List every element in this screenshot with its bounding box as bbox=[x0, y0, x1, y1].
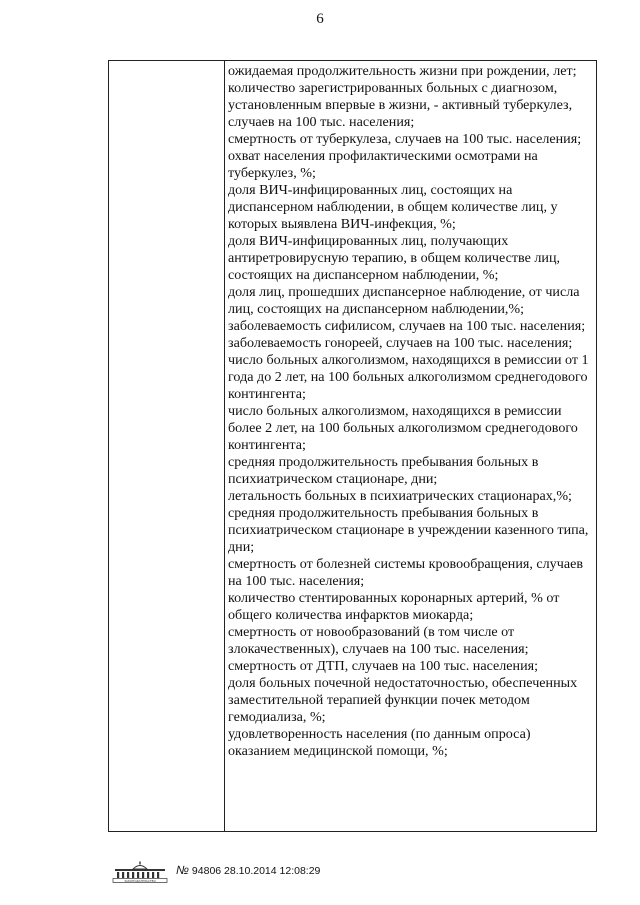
indicators-text: ожидаемая продолжительность жизни при рождении, лет; количество зарегистрированных больных с диагнозом, установленным впервые в жизни, - активный туберкулез, случаев на 100 тыс. населения; смертность от туберкулеза, случаев на 100 тыс. населения; охват населения профилактическими осмотрами на туберкулез, %; доля ВИЧ-инфицированных лиц, состоящих на диспансерном наблюдении, в общем количестве лиц, у которых выявлена ВИЧ-инфекция, %; доля ВИЧ-инфицированных лиц, получающих антиретровирусную терапию, в общем количестве лиц, состоящих на диспансерном наблюдении, %; доля лиц, прошедших диспансерное наблюдение, от числа лиц, состоящих на диспансерном наблюдении,%; заболеваемость сифилисом, случаев на 100 тыс. населения; заболеваемость гонореей, случаев на 100 тыс. населения; число больных алкоголизмом, находящихся в ремиссии от 1 года до 2 лет, на 100 больных алкоголизмом среднегодового контингента; число больных алкоголизмом, находящихся в ремиссии более 2 лет, на 100 больных алкоголизмом среднегодового контингента; средняя продолжительность пребывания больных в психиатрическом стационаре, дни; летальность больных в психиатрических стационарах,%; средняя продолжительность пребывания больных в психиатрическом стационаре в учреждении казенного типа, дни; смертность от болезней системы кровообращения, случаев на 100 тыс. населения; количество стентированных коронарных артерий, % от общего количества инфарктов миокарда; смертность от новообразований (в том числе от злокачественных), случаев на 100 тыс. населения; смертность от ДТП, случаев на 100 тыс. населения; доля больных почечной недостаточностью, обеспеченных заместительной терапией функции почек методом гемодиализа, %; удовлетворенность населения (по данным опроса) оказанием медицинской помощи, %; bbox=[228, 63, 589, 759]
government-building-seal-icon bbox=[111, 861, 169, 883]
column-divider bbox=[224, 61, 225, 831]
registration-number: 94806 bbox=[191, 865, 222, 877]
page-number: 6 bbox=[316, 11, 324, 27]
registration-stamp bbox=[176, 863, 320, 878]
registration-datetime: 28.10.2014 12:08:29 bbox=[224, 865, 321, 877]
seal-text: ЗАКОНОДАТЕЛЬСТВО bbox=[124, 878, 156, 883]
number-sign: № bbox=[176, 863, 189, 877]
document-table bbox=[108, 60, 597, 832]
